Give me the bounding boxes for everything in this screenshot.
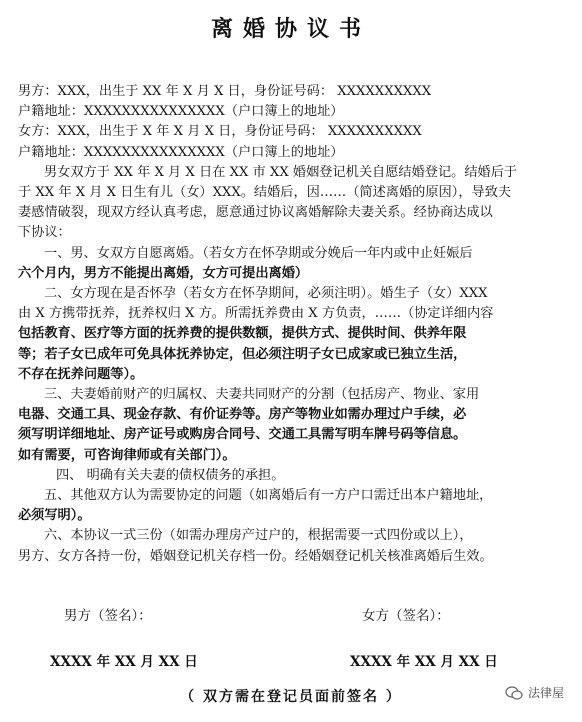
text-line: 由 X 方携带抚养，抚养权归 X 方。所需抚养费由 X 方负责，……（协定详细内容 [18, 306, 494, 322]
text-line: 电器、交通工具、现金存款、有价证券等。房产等物业如需办理过户手续，必 [18, 407, 467, 423]
text-line: 包括教育、医疗等方面的抚养费的提供数额，提供方式、提供时间、供养年限 [18, 326, 467, 342]
watermark-text: 法律屋 [527, 686, 564, 700]
text-line: 男方、女方各持一份，婚姻登记机关存档一份。经婚姻登记机关核准离婚后生效。 [18, 548, 493, 564]
text-line: 六、本协议一式三份（如需办理房产过户的，根据需要一式四份或以上）， [44, 528, 473, 544]
text-line: 女方：XXX，出生于 X 年 X 月 X 日，身份证号码： XXXXXXXXXX [18, 124, 422, 140]
female-signature-date: XXXX 年 XX 月 XX 日 [350, 654, 498, 670]
footer-note: （ 双方需在登记员面前签名 ） [180, 689, 402, 705]
text-line: 不存在抚养问题等）。 [18, 366, 144, 382]
text-line: 男女双方于 XX 年 X 月 X 日在 XX 市 XX 婚姻登记机关自愿结婚登记。结婚后于 [44, 164, 518, 180]
page-title: 离婚协议书 [210, 16, 371, 42]
text-line: 须写明详细地址、房产证号或购房合同号、交通工具需写明车牌号码等信息。 [18, 427, 467, 443]
text-line: 六个月内，男方不能提出离婚，女方可提出离婚） [18, 265, 309, 281]
text-line: 一、男、女双方自愿离婚。（若女方在怀孕期或分娩后一年内或中止妊娠后 [44, 245, 473, 261]
text-line: 下协议： [18, 225, 71, 241]
text-line: 二、女方现在是否怀孕（若女方在怀孕期间，必须注明）。婚生子（女）XXX [44, 286, 488, 302]
wechat-icon [505, 686, 523, 700]
text-line: 必须写明）。 [18, 508, 91, 524]
text-line: 于 XX 年 X 月 X 日生有儿（女）XXX。结婚后，因……（简述离婚的原因），导致夫 [18, 185, 512, 201]
text-line: 三、夫妻婚前财产的归属权、夫妻共同财产的分割（包括房产、物业、家用 [44, 387, 480, 403]
text-line: 如有需要，可咨询律师或有关部门）。 [18, 447, 236, 463]
text-line: 五、其他双方认为需要协定的问题（如离婚后有一方户口需迁出本户籍地址， [44, 488, 493, 504]
watermark [505, 684, 564, 701]
text-line: 等；若子女已成年可免具体抚养协定，但必须注明子女已成家或已独立生活， [18, 346, 467, 362]
agreement-body [18, 82, 568, 567]
text-line: 妻感情破裂，现双方经认真考虑，愿意通过协议离婚解除夫妻关系。经协商达成以 [18, 205, 493, 221]
text-line: 户籍地址：XXXXXXXXXXXXXXX（户口簿上的地址） [18, 144, 344, 160]
text-line: 男方：XXX，出生于 XX 年 X 月 X 日，身份证号码： XXXXXXXXXX [18, 84, 432, 99]
text-line: 户籍地址：XXXXXXXXXXXXXXX（户口簿上的地址） [18, 104, 344, 120]
text-line: 四、 明确有关夫妻的债权债务的承担。 [56, 467, 285, 483]
female-signature-label: 女方（签名）： [362, 608, 450, 624]
male-signature-date: XXXX 年 XX 月 XX 日 [50, 654, 198, 670]
male-signature-label: 男方（签名）： [64, 608, 152, 624]
